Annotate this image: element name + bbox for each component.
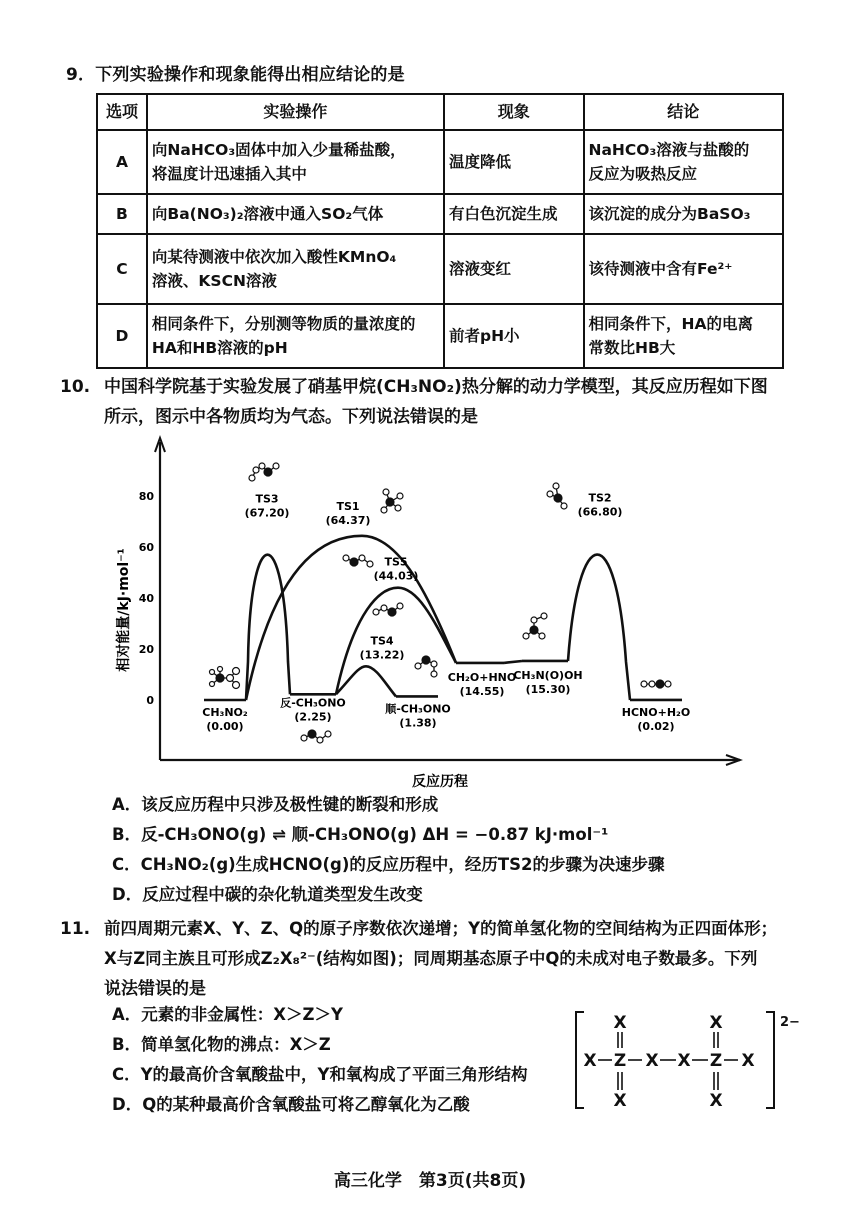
table-row <box>97 194 783 234</box>
atom-x: X <box>741 1051 755 1071</box>
state-value: (2.25) <box>294 710 332 724</box>
atom <box>539 633 545 639</box>
ts2-molecule-icon <box>547 483 567 509</box>
ts-value: (64.37) <box>325 513 371 527</box>
header-operation: 实验操作 <box>147 94 444 130</box>
q11-stem-line: 说法错误的是 <box>104 979 206 999</box>
state-value: (14.55) <box>459 684 505 698</box>
structure-charge: 2− <box>780 1015 800 1030</box>
atom <box>308 730 316 738</box>
page-footer: 高三化学 第3页(共8页) <box>333 1171 527 1191</box>
atom <box>561 503 567 509</box>
hcno-molecule-icon <box>641 680 671 688</box>
atom <box>210 670 215 675</box>
q10-stem-line: 所示，图示中各物质均为气态。下列说法错误的是 <box>104 407 478 427</box>
q11-option-c: C．Y的最高价含氧酸盐中，Y和氧构成了平面三角形结构 <box>112 1065 528 1084</box>
atom <box>381 507 387 513</box>
atom <box>431 671 437 677</box>
atom <box>547 491 553 497</box>
atom-z: Z <box>709 1051 723 1071</box>
row-conclusion <box>584 130 784 194</box>
y-tick-label: 80 <box>138 490 154 503</box>
atom <box>301 735 307 741</box>
atom <box>665 681 671 687</box>
row-conclusion <box>584 304 784 368</box>
atom-x: X <box>583 1051 597 1071</box>
chart-axes <box>115 438 740 790</box>
connector-curve <box>504 661 522 663</box>
atom <box>210 682 215 687</box>
atom <box>227 675 234 682</box>
atom <box>249 475 255 481</box>
q11-stem-line: 前四周期元素X、Y、Z、Q的原子序数依次递增；Y的简单氢化物的空间结构为正四面体形； <box>104 919 778 938</box>
atom <box>218 667 223 672</box>
trans-ch3ono-molecule-icon <box>301 730 331 743</box>
atom <box>388 608 396 616</box>
q10-number: 10. <box>60 377 91 397</box>
atom <box>656 680 664 688</box>
ts-name: TS2 <box>588 491 612 505</box>
atom <box>253 467 259 473</box>
state-value: (0.02) <box>637 719 675 733</box>
ts-value: (13.22) <box>359 648 405 662</box>
state-name: 顺-CH₃ONO <box>385 702 451 716</box>
atom <box>233 682 240 689</box>
q10-option-a: A．该反应历程中只涉及极性键的断裂和形成 <box>112 795 439 814</box>
q10-stem-line: 中国科学院基于实验发展了硝基甲烷(CH₃NO₂)热分解的动力学模型，其反应历程如下图 <box>104 377 768 397</box>
state-name: CH₃N(O)OH <box>513 668 583 682</box>
row-operation <box>147 304 444 368</box>
y-axis-label: 相对能量/kJ·mol⁻¹ <box>116 548 132 672</box>
y-tick-label: 20 <box>138 643 154 656</box>
q10-option-c: C．CH₃NO₂(g)生成HCNO(g)的反应历程中，经历TS2的步骤为决速步骤 <box>112 855 665 874</box>
table-header-row <box>97 94 783 130</box>
atom <box>359 555 365 561</box>
ts4-curve <box>336 666 396 696</box>
atom-z: Z <box>613 1051 627 1071</box>
y-tick-label: 0 <box>146 694 154 707</box>
ts-value: (67.20) <box>244 506 290 520</box>
atom <box>350 558 358 566</box>
row-phenomenon: 溶液变红 <box>444 234 584 304</box>
ts-name: TS1 <box>336 499 360 513</box>
q9-table <box>96 93 784 369</box>
operation-line: HA和HB溶液的pH <box>151 339 288 357</box>
atom-x: X <box>613 1091 627 1111</box>
atom <box>531 617 537 623</box>
conclusion-line: 相同条件下，HA的电离 <box>588 315 753 333</box>
header-option: 选项 <box>97 94 147 130</box>
state-name: CH₃NO₂ <box>202 706 248 719</box>
row-option: B <box>97 194 147 234</box>
q11-number: 11. <box>60 919 91 939</box>
row-option: C <box>97 234 147 304</box>
atom <box>325 731 331 737</box>
chart-labels <box>202 492 690 733</box>
header-conclusion: 结论 <box>584 94 784 130</box>
atom <box>264 468 272 476</box>
atom <box>422 656 430 664</box>
atom <box>649 681 655 687</box>
row-operation <box>147 130 444 194</box>
atom <box>553 483 559 489</box>
row-option: A <box>97 130 147 194</box>
table-row <box>97 130 783 194</box>
atom <box>343 555 349 561</box>
ts-name: TS5 <box>384 555 408 569</box>
operation-line: 将温度计迅速插入其中 <box>151 165 307 183</box>
conclusion-line: 常数比HB大 <box>588 339 676 357</box>
atom <box>216 674 224 682</box>
x-axis-label: 反应历程 <box>412 774 468 790</box>
row-operation: 向Ba(NO₃)₂溶液中通入SO₂气体 <box>147 194 444 234</box>
ts-value: (44.03) <box>373 569 419 583</box>
cis-ch3ono-molecule-icon <box>415 656 437 677</box>
row-option: D <box>97 304 147 368</box>
conclusion-line: NaHCO₃溶液与盐酸的 <box>588 141 750 159</box>
operation-line: 向某待测液中依次加入酸性KMnO₄ <box>151 248 397 266</box>
atom <box>541 613 547 619</box>
ts-value: (66.80) <box>577 505 623 519</box>
header-phenomenon: 现象 <box>444 94 584 130</box>
state-value: (1.38) <box>399 716 437 730</box>
row-conclusion: 该沉淀的成分为BaSO₃ <box>584 194 784 234</box>
state-name: HCNO+H₂O <box>621 705 691 719</box>
ts1-molecule-icon <box>381 489 403 513</box>
ts4-molecule-icon <box>373 603 403 616</box>
y-tick-label: 40 <box>138 592 154 605</box>
q11-option-b: B．简单氢化物的沸点：X＞Z <box>112 1035 331 1054</box>
atom <box>381 605 387 611</box>
state-name: CH₂O+HNO <box>447 670 517 684</box>
energy-profile-chart <box>100 430 760 790</box>
operation-line: 向NaHCO₃固体中加入少量稀盐酸， <box>151 141 406 159</box>
atom-x: X <box>613 1013 627 1033</box>
atom <box>641 681 647 687</box>
atom <box>431 661 437 667</box>
z2x8-structure <box>570 1006 800 1116</box>
table-row <box>97 304 783 368</box>
ts5-curve <box>336 588 456 695</box>
ts3-curve <box>246 555 290 700</box>
table-row <box>97 234 783 304</box>
atom <box>273 463 279 469</box>
operation-line: 相同条件下，分别测等物质的量浓度的 <box>151 315 416 333</box>
q9-stem: 9．下列实验操作和现象能得出相应结论的是 <box>66 65 405 85</box>
row-phenomenon: 前者pH小 <box>444 304 584 368</box>
ch3nooh-molecule-icon <box>523 613 547 639</box>
atom <box>395 505 401 511</box>
q10-option-b: B．反-CH₃ONO(g) ⇌ 顺-CH₃ONO(g) ΔH = −0.87 kJ·mol⁻¹ <box>112 825 609 844</box>
row-phenomenon: 有白色沉淀生成 <box>444 194 584 234</box>
operation-line: 溶液、KSCN溶液 <box>151 272 277 290</box>
atom <box>373 609 379 615</box>
atom-x: X <box>645 1051 659 1071</box>
state-value: (15.30) <box>525 682 571 696</box>
atom <box>530 626 538 634</box>
atom-x: X <box>677 1051 691 1071</box>
atom <box>523 633 529 639</box>
state-value: (0.00) <box>206 720 244 733</box>
atom <box>554 494 562 502</box>
atom <box>367 561 373 567</box>
atom-x: X <box>709 1091 723 1111</box>
q11-option-a: A．元素的非金属性：X＞Z＞Y <box>112 1005 343 1024</box>
q11-option-d: D．Q的某种最高价含氧酸盐可将乙醇氧化为乙酸 <box>112 1095 470 1114</box>
q10-option-d: D．反应过程中碳的杂化轨道类型发生改变 <box>112 885 423 904</box>
chart-levels <box>204 661 682 700</box>
row-operation <box>147 234 444 304</box>
atom <box>233 668 240 675</box>
atom <box>415 663 421 669</box>
conclusion-line: 反应为吸热反应 <box>588 165 698 183</box>
row-conclusion: 该待测液中含有Fe²⁺ <box>584 234 784 304</box>
ts3-molecule-icon <box>249 463 279 481</box>
ts5-molecule-icon <box>343 555 373 567</box>
atom <box>397 493 403 499</box>
atom <box>386 498 394 506</box>
atom <box>383 489 389 495</box>
row-phenomenon: 温度降低 <box>444 130 584 194</box>
q11-stem-line: X与Z同主族且可形成Z₂X₈²⁻(结构如图)；同周期基态原子中Q的未成对电子数最多。下列 <box>104 949 758 968</box>
ch3no2-molecule-icon <box>210 667 240 689</box>
ts-name: TS4 <box>370 634 394 648</box>
atom-x: X <box>709 1013 723 1033</box>
y-tick-label: 60 <box>138 541 154 554</box>
ts-name: TS3 <box>255 492 279 506</box>
atom <box>317 737 323 743</box>
atom <box>397 603 403 609</box>
state-name: 反-CH₃ONO <box>280 696 346 710</box>
atom <box>259 463 265 469</box>
